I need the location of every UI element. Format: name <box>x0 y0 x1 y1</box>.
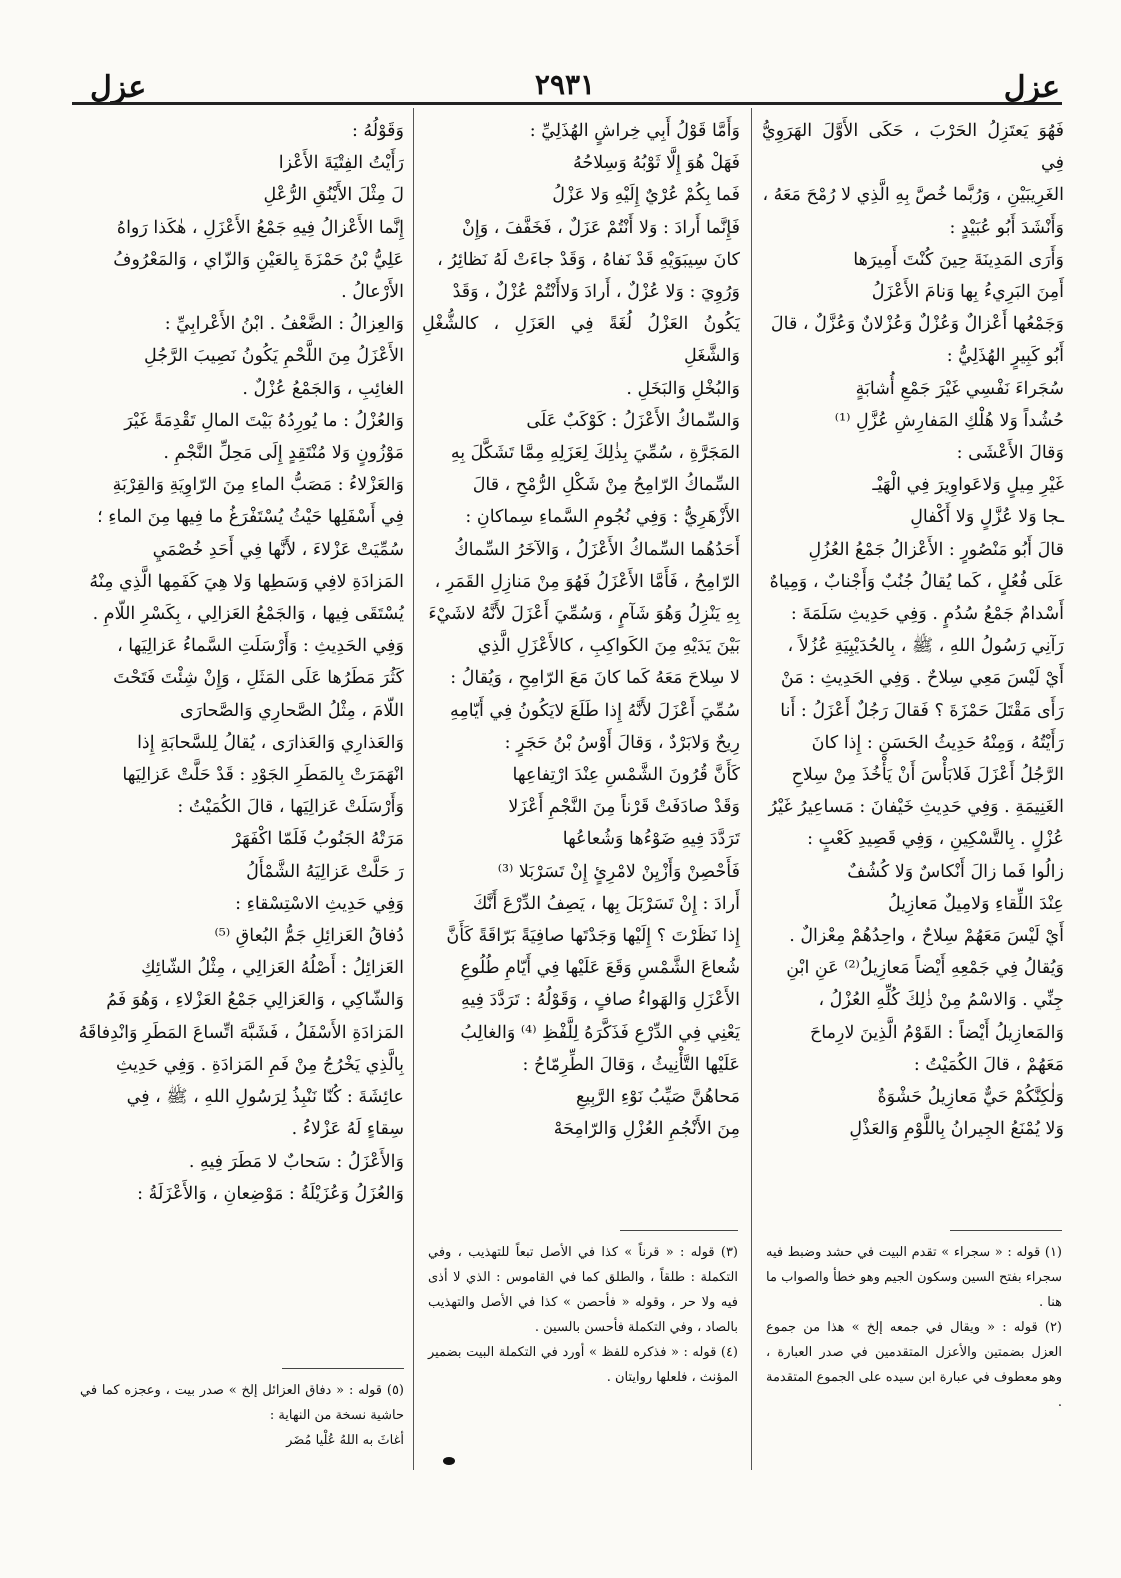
text-line: بَيْنَ يَدَيْهِ مِنَ الكَواكِبِ ، كالأَعْزَلِ الَّذِي <box>477 636 740 657</box>
text-line: وَأَرَى المَدِينَةَ حِينَ كُنْتَ أَمِيرَها <box>853 249 1064 270</box>
text-line: رَأَيْتُ الفِتْيَةَ الأَعْزا <box>278 153 404 174</box>
text-line: كَأَنَّ قُرُونَ الشَّمْسِ عِنْدَ ارْتِفاعِها <box>512 765 740 786</box>
footnote-rule-left <box>282 1368 404 1369</box>
footnote: (٢) قوله : « ويقال في جمعه إلخ » هذا من جموع العزل بضمتين والأعزل المتقدمين في صدر العبارة ، وهو معطوف في عبارة ابن سيده على الجموع المتقدمة . <box>766 1320 1062 1410</box>
text-line: يَكُونُ العَزْلُ لُغَةً فِي العَزَلِ ، كالشُّغْلِ وَالشَّغَلِ <box>422 314 740 367</box>
text-line: رَآنِي رَسُولُ اللهِ ، ﷺ ، بِالحُدَيْبِيَةِ عُزُلاً ، <box>787 636 1064 657</box>
headword-left: عزل <box>90 70 147 105</box>
text-line: العَزائِلُ : أَصْلُهُ العَزالِي ، مِثْلُ الشّائِكِ <box>141 958 404 979</box>
text-line: أَرادَ : إِنْ تَسَرْبَلَ بِها ، يَصِفُ الدِّرْعَ أَنَّكَ <box>472 893 740 914</box>
footnotes-left <box>80 1378 404 1453</box>
text-line: وَرُوِيَ : وَلا عُزْلٌ ، أَرادَ وَلاأَنْتُمْ عُزْلٌ ، وَقَدْ <box>452 282 740 303</box>
text-line: وَجَمْعُها أَعْزالٌ وَعُزْلٌ وَعُزْلانٌ وَعُزَّلٌ ، قالَ <box>770 314 1064 335</box>
text-line: دُفاقُ العَزائِلِ جَمُّ البُعاقِ ⁽⁵⁾ <box>214 926 404 947</box>
printer-mark <box>443 1457 455 1465</box>
text-line: الرّامِحُ ، فَأَمَّا الأَعْزَلُ فَهُوَ مِنْ مَنازِلِ القَمَرِ ، <box>434 571 740 592</box>
text-line: كَثُرَ مَطَرُها عَلَى المَثَلِ ، وَإِنْ شِئْتَ فَتَحْتَ <box>113 668 404 689</box>
text-line: الغائِبِ ، وَالجَمْعُ عُزْلٌ . <box>242 378 404 399</box>
text-line: وَالمَعازِيلُ أَيْضاً : القَوْمُ الَّذِينَ لارِماحَ <box>810 1022 1064 1043</box>
text-line: وَالعِزالُ : الضَّعْفُ . ابْنُ الأَعْرابِيِّ : <box>164 314 404 335</box>
footnote: (٥) قوله : « دفاق العزائل إلخ » صدر بيت ، وعجزه كما في حاشية نسخة من النهاية : <box>80 1383 404 1423</box>
text-line: الأَعْزَلِ وَالهَواءُ صافٍ ، وَقَوْلُهُ : تَرَدَّدَ فِيهِ <box>460 990 740 1011</box>
text-line: سِقاءٍ لَهُ عَزْلاءُ . <box>291 1119 404 1140</box>
text-line: وَالشّاكِي ، وَالعَزالِي جَمْعُ العَزْلاءِ ، وَهُوَ فَمُ <box>106 990 404 1011</box>
footnote: (٣) قوله : « قرناً » كذا في الأصل تبعاً للتهذيب ، وفي التكملة : طلقاً ، والطلق كما في القاموس : الذي لا أذى فيه ولا حر ، وقوله « فأحصن » كذا في الأصل والتهذيب بالصاد ، وفي التكملة فأحسن بالسين . <box>428 1245 738 1335</box>
text-line: أَيْ لَيْسَ مَعِي سِلاحٌ . وَفِي الحَدِيثِ : مَنْ <box>780 668 1064 689</box>
text-line: وَفِي الحَدِيثِ : وَأَرْسَلَتِ السَّماءُ عَزالِيَها ، <box>117 636 404 657</box>
footnote: (١) قوله : « سجراء » تقدم البيت في حشد وضبط فيه سجراء بفتح السين وسكون الجيم وهو خطأ والصواب ما هنا . <box>766 1245 1062 1310</box>
text-line: قالَ أَبُو مَنْصُورٍ : الأَعْزالُ جَمْعُ العُزُلِ <box>808 539 1064 560</box>
text-line: رَ حَلَّتْ عَزالِيَهُ الشَّمْأَلُ <box>246 861 404 882</box>
text-line: الرَّجُلُ أَعْزَلَ فَلابَأْسَ أَنْ يَأْخُذَ مِنْ سِلاحِ <box>791 765 1064 786</box>
text-line: عائِشَةَ : كُنّا نَنْبِذُ لِرَسُولِ اللهِ ، ﷺ ، فِي <box>126 1087 404 1108</box>
text-line: لا سِلاحَ مَعَهُ كَما كانَ مَعَ الرّامِحِ ، وَيُقالُ : <box>450 668 740 689</box>
column-divider-right <box>751 108 752 1470</box>
footnote: (٤) قوله : « فذكره للفظ » أورد في التكملة البيت بضمير المؤنث ، فلعلها روايتان . <box>428 1345 738 1385</box>
text-line: إِنَّما الأَعْزالُ فِيهِ جَمْعُ الأَعْزَلِ ، هٰكَذا رَواهُ <box>116 217 404 238</box>
footnote: أغاثَ به اللهُ عُلْيا مُضَر <box>286 1433 404 1448</box>
text-line: الغَرِيبَيْنِ ، وَرُبَّما خُصَّ بِهِ الَّذِي لا رُمْحَ مَعَهُ ، <box>762 185 1064 206</box>
text-line: وَقَوْلُهُ : <box>351 121 404 141</box>
text-line: انْهَمَرَتْ بِالمَطَرِ الجَوْدِ : قَدْ حَلَّتْ عَزالِيَها <box>122 765 404 786</box>
text-line: أَيْ لَيْسَ مَعَهُمْ سِلاحٌ ، واحِدُهُمْ مِعْزالٌ . <box>789 926 1064 947</box>
text-line: فِي أَسْفَلِها حَيْثُ يُسْتَفْرَغُ ما فِيها مِنَ الماءِ ؛ <box>97 507 404 528</box>
text-line: سُجَراءَ نَفْسِي غَيْرَ جَمْعِ أُشابَةٍ <box>855 378 1064 399</box>
text-line: مَحاهُنَّ صَيِّبُ نَوْءِ الرَّبِيعِ <box>575 1087 740 1108</box>
text-line: وَلا يُمْنَعُ الجِيرانُ بِاللَّوْمِ وَالعَذْلِ <box>849 1119 1064 1140</box>
column-middle <box>422 115 740 1146</box>
text-line: رَأَى مَقْتَلَ حَمْزَةَ ؟ فَقالَ رَجُلٌ أَعْزَلُ : أَنا <box>780 700 1064 721</box>
text-line: وَالعَزْلاءُ : مَصَبُّ الماءِ مِنَ الرّاوِيَةِ وَالقِرْبَةِ <box>112 475 404 496</box>
text-line: تَرَدَّدَ فِيهِ ضَوْءُها وَشُعاعُها <box>562 829 740 850</box>
text-line: الأَعْزَلُ مِنَ اللَّحْمِ يَكُونُ نَصِيبَ الرَّجُلِ <box>144 346 404 367</box>
text-line: وَالسِّماكُ الأَعْزَلُ : كَوْكَبٌ عَلَى <box>526 410 740 431</box>
text-line: وَأَرْسَلَتْ عَزالِيَها ، قالَ الكُمَيْتُ : <box>177 797 404 818</box>
footnote-rule-right <box>950 1230 1062 1231</box>
text-line: سُمِّيَ أَعْزَلَ لأَنَّهُ إِذا طَلَعَ لايَكُونُ فِي أَيّامِهِ <box>450 700 740 721</box>
text-line: عُزْلٍ . بِالتَّسْكِينِ ، وَفِي قَصِيدِ كَعْبٍ : <box>807 829 1064 850</box>
text-line: وَلٰكِنَّكُمْ حَيٌّ مَعازِيلُ حَشْوَةٌ <box>877 1087 1064 1108</box>
text-line: زالُوا فَما زالَ أَنْكاسٌ وَلا كُشُفٌ <box>847 861 1064 882</box>
text-line: ـجا وَلا عُزَّلٍ وَلا أَكْفالِ <box>910 507 1064 528</box>
text-line: بِهِ يَنْزِلُ وَهُوَ شَآمٍ ، وَسُمِّيَ أَعْزَلَ لأَنَّهُ لاشَيْءَ <box>428 604 740 625</box>
text-line: وَالبُخْلِ وَالبَخَلِ . <box>626 378 740 399</box>
text-line: أَمِنَ البَرِيءُ بِها وَنامَ الأَعْزَلُ <box>871 282 1064 303</box>
text-line: أَحَدُهُما السِّماكُ الأَعْزَلُ ، وَالآخَرُ السِّماكُ <box>454 539 740 560</box>
text-line: حُشُداً وَلا هُلْكِ المَفارِشِ عُزَّلِ ⁽¹⁾ <box>834 410 1064 431</box>
text-line: وَالعُزْلُ : ما يُورِدُهُ بَيْتَ المالِ تَقْدِمَةً غَيْرَ <box>124 410 404 431</box>
text-line: عِنْدَ اللِّقاءِ وَلامِيلٌ مَعازِيلُ <box>887 893 1064 914</box>
text-line: كانَ سِيبَوَيْهِ قَدْ نَفاهُ ، وَقَدْ جاءَتْ لَهُ نَظائِرُ ، <box>437 249 740 270</box>
text-line: شُعاعَ الشَّمْسِ وَقَعَ عَلَيْها فِي أَيّامِ طُلُوعِ <box>460 958 740 979</box>
text-line: وَأَنْشَدَ أَبُو عُبَيْدٍ : <box>949 217 1064 238</box>
text-line: فَأَحْصِنْ وَأَزْيِنْ لامْرِئٍ إِنْ تَسَرْبَلا ⁽³⁾ <box>497 861 740 882</box>
text-line: الأَزْهَرِيُّ : وَفِي نُجُومِ السَّماءِ سِماكانِ : <box>465 507 740 528</box>
text-line: مِنَ الأَنْجُمِ العُزْلِ وَالرّامِحَهْ <box>553 1119 740 1140</box>
text-line: وَفِي حَدِيثِ الاسْتِسْقاءِ : <box>235 893 404 914</box>
text-line: المَزادَةِ لافِي وَسَطِها وَلا هِيَ كَفَمِها الَّذِي مِنْهُ <box>89 571 404 592</box>
footnotes-right <box>766 1240 1062 1415</box>
text-line: الغَنِيمَةِ . وَفِي حَدِيثِ خَيْفانَ : مَساعِيرُ غَيْرُ <box>768 797 1064 818</box>
text-line: سُمِّيَتْ عَزْلاءَ ، لأَنَّها فِي أَحَدِ خُصْمَيِ <box>152 539 404 560</box>
text-line: فَإِنَّما أَرادَ : وَلا أَنْتُمْ عَزَلٌ ، فَخَفَّفَ ، وَإِنْ <box>462 217 740 238</box>
header-rule <box>72 102 1062 105</box>
footnote-rule-middle <box>620 1230 738 1231</box>
text-line: بِالَّذِي يَخْرُجُ مِنْ فَمِ المَزادَةِ . وَفِي حَدِيثِ <box>116 1054 404 1075</box>
text-line: وَأَمَّا قَوْلُ أَبِي خِراشٍ الهُذَلِيِّ : <box>529 121 740 141</box>
text-line: وَقَدْ صادَفَتْ قَرْناً مِنَ النَّجْمِ أَعْزَلا <box>508 797 740 818</box>
text-line: عَلَيْها التَّأْنِيثُ ، وَقالَ الطِّرِمّاحُ : <box>522 1054 740 1075</box>
text-line: وَالعَذارِي وَالعَذارَى ، يُقالُ لِلسَّحابَةِ إِذا <box>137 732 404 753</box>
text-line: جِنِّي . وَالاسْمُ مِنْ ذٰلِكَ كُلِّهِ العُزْلُ ، <box>818 990 1064 1011</box>
text-line: يُسْتَقَى فِيها ، وَالجَمْعُ العَزالِي ، بِكَسْرِ اللّامِ . <box>92 604 404 625</box>
text-line: رَأَيْتُهُ ، وَمِنْهُ حَدِيثُ الحَسَنِ : إِذا كانَ <box>811 732 1064 753</box>
column-divider-left <box>413 108 414 1470</box>
text-line: المَجَرَّةِ ، سُمِّيَ بِذٰلِكَ لِعَزَلِهِ مِمَّا تَشَكَّلَ بِهِ <box>450 443 740 464</box>
headword-right: عزل <box>1003 70 1060 105</box>
text-line: أَبُو كَبِيرٍ الهُذَلِيُّ : <box>946 346 1064 367</box>
text-line: أَسْدامٌ جَمْعُ سُدُمٍ . وَفِي حَدِيثِ سَلَمَةَ : <box>790 604 1064 625</box>
text-line: السِّماكُ الرّامِحُ مِنْ شَكْلِ الرُّمْحِ ، قالَ <box>472 475 740 496</box>
text-line: إِذا نَظَرْتَ ؟ إِلَيْها وَجَدْتَها صافِيَةً بَرّاقَةً كَأَنَّ <box>446 926 740 947</box>
text-line: غَيْرِ مِيلٍ وَلاعَواوِيرَ فِي الْهَيْـ <box>872 475 1064 496</box>
text-line: وَالعُزَلُ وَعُزَيْلَةُ : مَوْضِعانِ ، وَالأَعْزَلَةُ : <box>137 1183 404 1204</box>
text-line: عَلِيُّ بْنُ حَمْزَةَ بِالعَيْنِ وَالزّاي ، وَالمَعْرُوفُ <box>113 249 404 270</box>
text-line: وَقالَ الأَعْشَى : <box>956 443 1064 464</box>
text-line: مَوْزُونٍ وَلا مُنْتَقِدٍ إِلَى مَحِلِّ النَّجْمِ . <box>163 443 404 464</box>
column-right <box>762 115 1064 1146</box>
text-line: المَزادَةِ الأَسْفَلُ ، فَشَبَّهَ اتِّساعَ المَطَرِ وَانْدِفاقَهُ <box>78 1022 404 1043</box>
text-line: عَلَى فُعُلٍ ، كَما يُقالُ جُنُبٌ وَأَجْنابٌ ، وَمِياهٌ <box>769 571 1064 592</box>
column-left <box>74 115 404 1210</box>
text-line: وَيُقالُ فِي جَمْعِهِ أَيْضاً مَعازِيلُ⁽²⁾ عَنِ ابْنِ <box>786 958 1064 979</box>
text-line: وَالأَعْزَلُ : سَحابٌ لا مَطَرَ فِيهِ . <box>188 1151 404 1172</box>
text-line: رِيحٌ وَلابَرْدٌ ، وَقالَ أَوْسُ بْنُ حَجَرٍ : <box>504 732 740 753</box>
page-number: ٢٩٣١ <box>534 68 596 101</box>
text-line: فَهُوَ يَعتَزِلُ الحَرْبَ ، حَكَى الأَوَّلَ الهَرَوِيُّ فِي <box>762 121 1064 174</box>
text-line: فَما بِكُمْ عُرْيٌ إِلَيْهِ وَلا عَزْلُ <box>552 185 740 206</box>
footnotes-middle <box>428 1240 738 1390</box>
text-line: مَرَتْهُ الجَنُوبُ فَلَمّا اكْفَهَرْ <box>232 829 404 850</box>
text-line: لَ مِثْلَ الأَيْنُقِ الرُّعْلِ <box>263 185 404 206</box>
text-line: الأَرْعالُ . <box>341 282 404 303</box>
text-line: يَعْنِي فِي الدِّرْعِ فَذَكَّرَهُ لِلَّفْظِ ⁽⁴⁾ وَالغالِبُ <box>460 1022 740 1043</box>
text-line: فَهَلْ هُوَ إِلَّا ثَوْبُهُ وَسِلاحُهُ <box>573 153 740 174</box>
text-line: اللّامَ ، مِثْلُ الصَّحارِي وَالصَّحارَى <box>179 700 404 721</box>
text-line: مَعَهُمْ ، قالَ الكُمَيْتُ : <box>913 1054 1064 1075</box>
